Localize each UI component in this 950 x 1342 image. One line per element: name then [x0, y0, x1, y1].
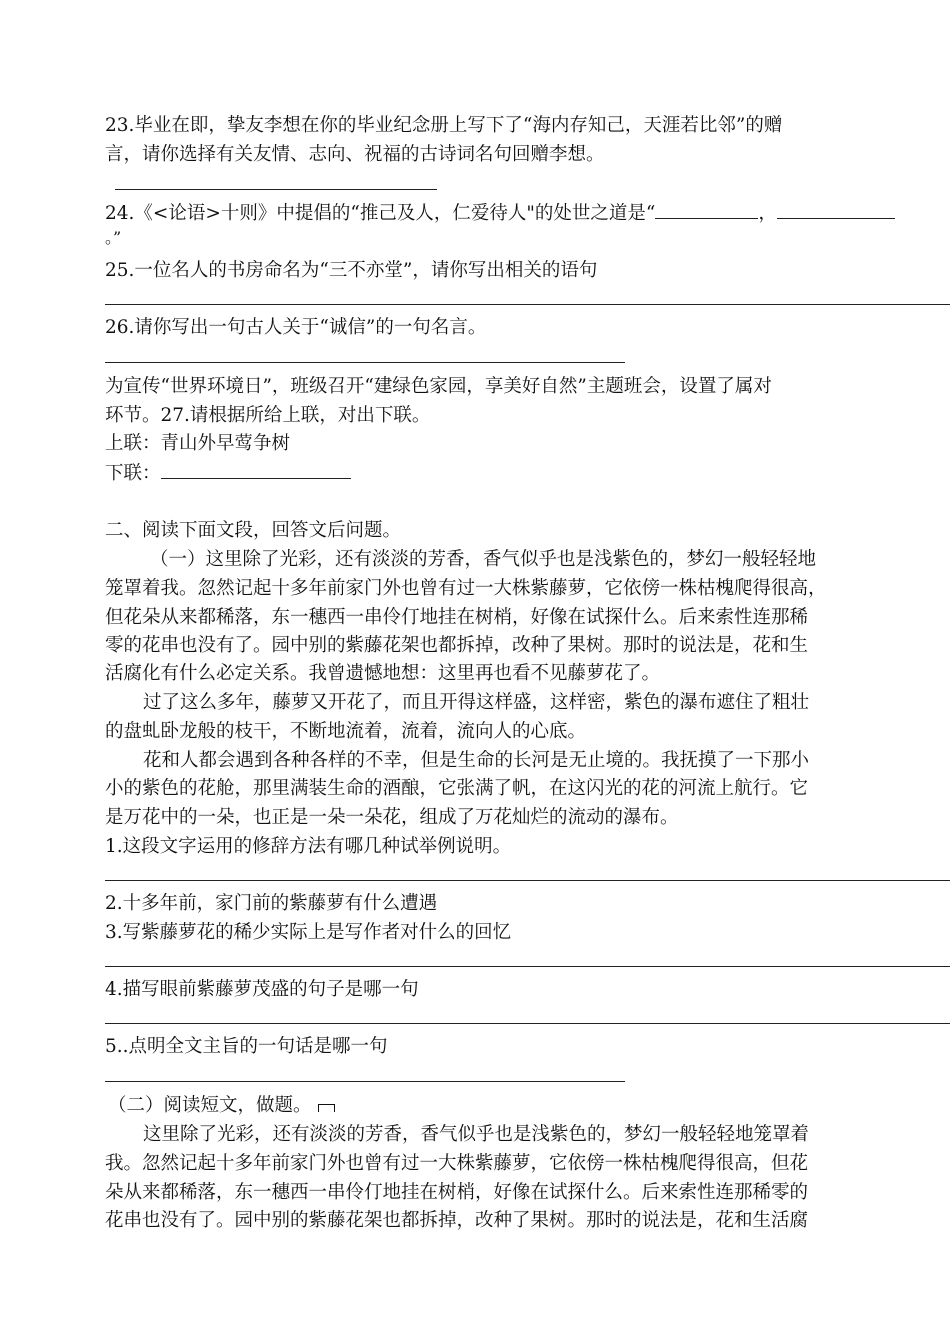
question-1: 1.这段文字运用的修辞方法有哪几种试举例说明。 [105, 836, 512, 857]
q24-text: 24.《<论语>十则》中提倡的“推己及人，仁爱待人"的处世之道是“ [105, 203, 656, 224]
q1-answer-line[interactable] [105, 880, 950, 881]
question-2: 2.十多年前，家门前的紫藤萝有什么遭遇 [105, 893, 438, 914]
section3-heading: （二）阅读短文，做题。 [108, 1095, 312, 1116]
question-4: 4.描写眼前紫藤萝茂盛的句子是哪一句 [105, 979, 419, 1000]
passage3-line: 花和人都会遇到各种各样的不幸，但是生命的长河是无止境的。我抚摸了一下那小 [143, 750, 810, 771]
passage4-line: 我。忽然记起十多年前家门外也曾有过一大株紫藤萝，它依傍一株枯槐爬得很高，但花 [105, 1153, 809, 1174]
passage1-line: （一）这里除了光彩，还有淡淡的芳香，香气似乎也是浅紫色的，梦幻一般轻轻地 [150, 549, 817, 570]
q23-answer-line[interactable] [115, 189, 437, 190]
q26-prompt: 26.请你写出一句古人关于“诚信”的一句名言。 [105, 317, 487, 338]
passage1-line: 笼罩着我。忽然记起十多年前家门外也曾有过一大株紫藤萝，它依傍一株枯槐爬得很高， [105, 578, 827, 599]
q27-line-2: 环节。27.请根据所给上联，对出下联。 [105, 405, 431, 426]
passage2-line: 的盘虬卧龙般的枝干，不断地流着，流着，流向人的心底。 [105, 721, 587, 742]
q24-blank-1[interactable] [655, 200, 758, 219]
lower-couplet-label: 下联： [105, 463, 161, 484]
q23-line-2: 言，请你选择有关友情、志向、祝福的古诗词名句回赠李想。 [105, 144, 605, 165]
q25-answer-line[interactable] [105, 304, 950, 305]
q27-line-1: 为宣传“世界环境日”，班级召开“建绿色家园，享美好自然”主题班会，设置了属对 [105, 376, 772, 397]
q5-answer-line[interactable] [105, 1081, 625, 1082]
passage4-line: 朵从来都稀落，东一穗西一串伶仃地挂在树梢，好像在试探什么。后来索性连那稀零的 [105, 1182, 809, 1203]
passage1-line: 但花朵从来都稀落，东一穗西一串伶仃地挂在树梢，好像在试探什么。后来索性连那稀 [105, 607, 809, 628]
section2-heading: 二、阅读下面文段，回答文后问题。 [105, 520, 402, 541]
lower-couplet-blank[interactable] [161, 460, 351, 479]
question-3: 3.写紫藤萝花的稀少实际上是写作者对什么的回忆 [105, 922, 512, 943]
upper-couplet: 上联：青山外早莺争树 [105, 433, 291, 454]
bracket-mark [318, 1104, 335, 1112]
passage3-line: 小的紫色的花舱，那里满装生命的酒酿，它张满了帆，在这闪光的花的河流上航行。它 [105, 778, 809, 799]
q4-answer-line[interactable] [105, 1023, 950, 1024]
q26-answer-line[interactable] [105, 362, 625, 363]
q24-separator: ， [758, 203, 777, 224]
passage2-line: 过了这么多年，藤萝又开花了，而且开得这样盛，这样密，紫色的瀑布遮住了粗壮 [143, 692, 810, 713]
q3-answer-line[interactable] [105, 966, 950, 967]
q24-end: 。” [105, 228, 122, 247]
passage1-line: 零的花串也没有了。园中别的紫藤花架也都拆掉，改种了果树。那时的说法是，花和生 [105, 635, 809, 656]
q23-line-1: 23.毕业在即，挚友李想在你的毕业纪念册上写下了“海内存知己，天涯若比邻”的赠 [105, 115, 783, 136]
question-5: 5..点明全文主旨的一句话是哪一句 [105, 1036, 388, 1057]
lower-couplet-line [105, 460, 351, 487]
q24-line [105, 200, 895, 227]
passage4-line: 花串也没有了。园中别的紫藤花架也都拆掉，改种了果树。那时的说法是，花和生活腐 [105, 1210, 809, 1231]
q25-prompt: 25.一位名人的书房命名为“三不亦堂”，请你写出相关的语句 [105, 260, 598, 281]
passage4-line: 这里除了光彩，还有淡淡的芳香，香气似乎也是浅紫色的，梦幻一般轻轻地笼罩着 [143, 1124, 810, 1145]
passage1-line: 活腐化有什么必定关系。我曾遗憾地想：这里再也看不见藤萝花了。 [105, 663, 661, 684]
q24-blank-2[interactable] [777, 200, 895, 219]
passage3-line: 是万花中的一朵，也正是一朵一朵花，组成了万花灿烂的流动的瀑布。 [105, 807, 679, 828]
